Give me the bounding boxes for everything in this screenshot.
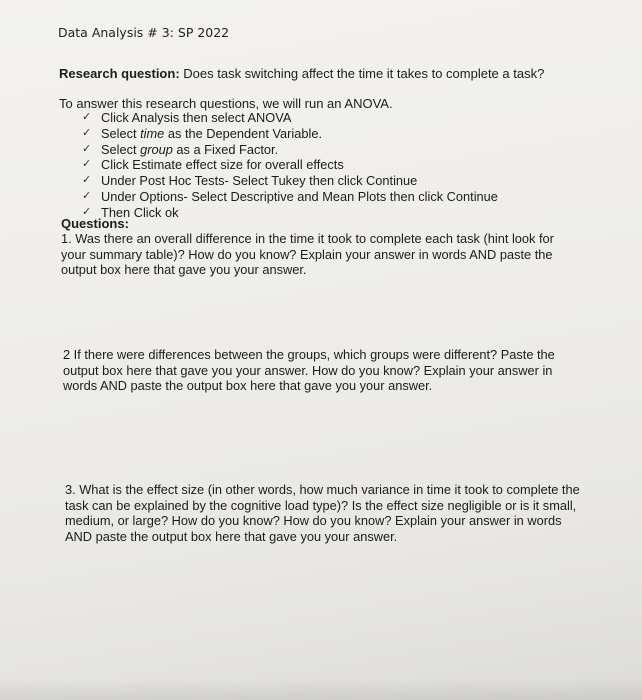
instruction-item: ✓ Click Analysis then select ANOVA xyxy=(82,110,292,125)
instruction-item: ✓ Then Click ok xyxy=(82,204,179,220)
paper-shadow xyxy=(0,678,642,700)
instruction-item: ✓ Under Options- Select Descriptive and Mean Plots then click Continue xyxy=(82,188,498,204)
questions-heading: Questions: xyxy=(61,216,129,231)
instruction-list xyxy=(82,110,498,221)
checkmark-icon: ✓ xyxy=(82,158,92,171)
checkmark-icon: ✓ xyxy=(82,205,92,218)
checkmark-icon: ✓ xyxy=(82,111,92,123)
instruction-item: ✓ Select time as the Dependent Variable. xyxy=(82,125,323,141)
research-question-label: Research question: xyxy=(59,66,180,81)
document-title: Data Analysis # 3: SP 2022 xyxy=(58,25,230,40)
research-question-text: Does task switching affect the time it takes to complete a task? xyxy=(179,66,545,81)
instruction-item: ✓ Click Estimate effect size for overall effects xyxy=(82,157,344,173)
research-question xyxy=(59,66,544,81)
question-1: 1. Was there an overall difference in the time it took to complete each task (hint look for your summary table)? How do you know? Explain your answer in words AND paste the output box here that gave you your answer. xyxy=(61,231,554,278)
checkmark-icon: ✓ xyxy=(82,189,92,202)
intro-text: To answer this research questions, we will run an ANOVA. xyxy=(59,96,393,111)
instruction-item: ✓ Under Post Hoc Tests- Select Tukey then click Continue xyxy=(82,173,418,189)
checkmark-icon: ✓ xyxy=(82,142,92,155)
instruction-item: ✓ Select group as a Fixed Factor. xyxy=(82,141,279,157)
checkmark-icon: ✓ xyxy=(82,126,92,139)
question-3: 3. What is the effect size (in other words, how much variance in time it took to complete the task can be explained by the cognitive load type)? Is the effect size negligible or is it small, medium, or large? How do you know? How do you know? Explain your answer in words AND paste the output box here that gave you your answer. xyxy=(65,482,580,544)
checkmark-icon: ✓ xyxy=(82,174,92,187)
question-2: 2 If there were differences between the groups, which groups were different? Paste the output box here that gave you your answer. How do you know? Explain your answer in words AND paste the output box here that gave you your answer. xyxy=(63,347,555,394)
